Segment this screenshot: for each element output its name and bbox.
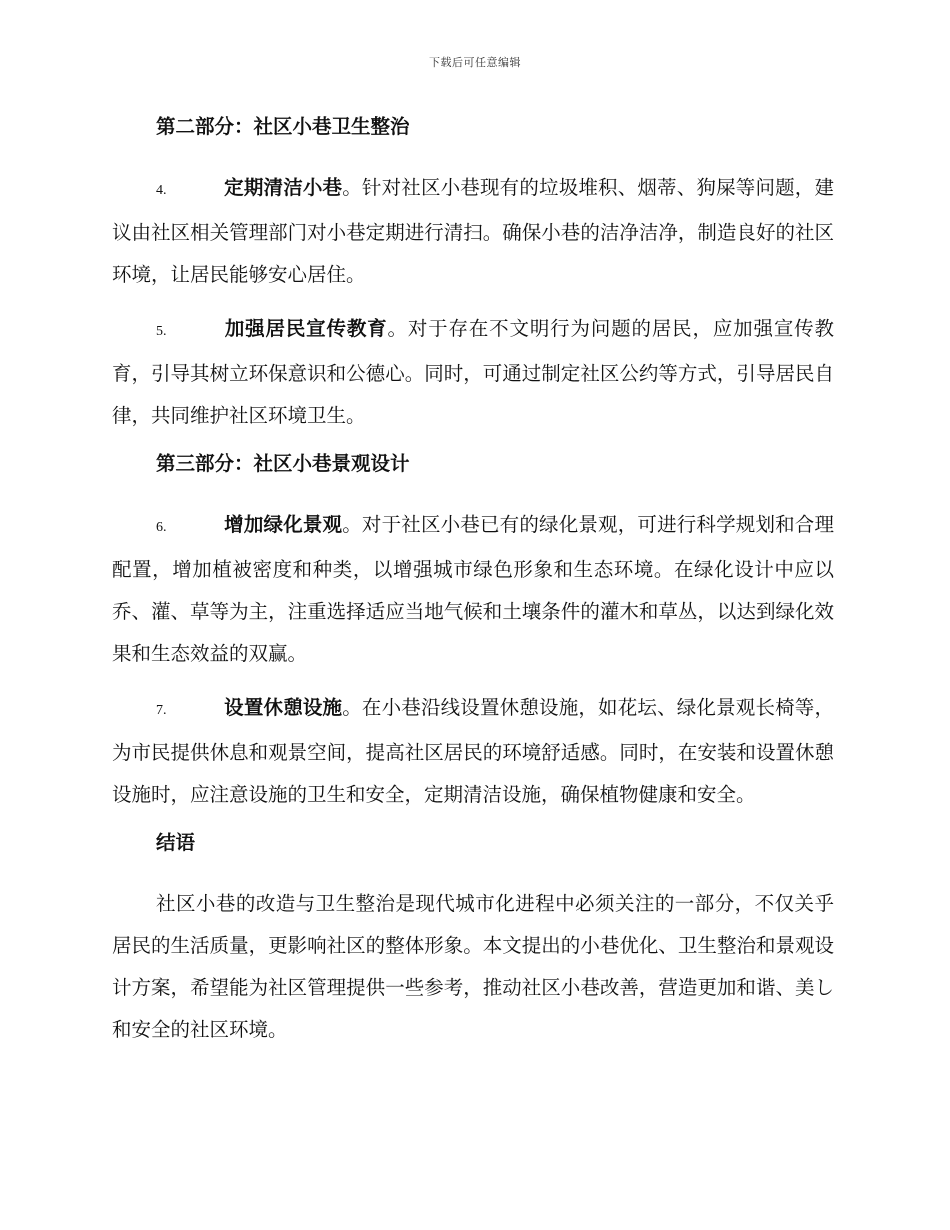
item-title: 设置休憩设施: [224, 696, 343, 719]
item-title: 定期清洁小巷: [224, 176, 343, 199]
section2-heading: 第二部分：社区小巷卫生整治: [156, 115, 410, 138]
item-title: 加强居民宣传教育: [224, 317, 388, 340]
item-body: 。针对社区小巷现有的垃圾堆积、烟蒂、狗屎等问题，建议由社区相关管理部门对小巷定期进行清扫。确保小巷的洁净洁净，制造良好的社区环境，让居民能够安心居住。: [112, 176, 834, 286]
item-body: 。对于存在不文明行为问题的居民，应加强宣传教育，引导其树立环保意识和公德心。同时，可通过制定社区公约等方式，引导居民自律，共同维护社区环境卫生。: [112, 317, 834, 427]
list-item-7: [112, 687, 834, 816]
item-number: 6.: [156, 520, 167, 535]
item-number: 4.: [156, 183, 167, 198]
item-body: 。对于社区小巷已有的绿化景观，可进行科学规划和合理配置，增加植被密度和种类，以增强城市绿色形象和生态环境。在绿化设计中应以乔、灌、草等为主，注重选择适应当地气候和土壤条件的灌木和草丛，以达到绿化效果和生态效益的双赢。: [112, 513, 834, 665]
item-body: 。在小巷沿线设置休憩设施，如花坛、绿化景观长椅等，为市民提供休息和观景空间，提高社区居民的环境舒适感。同时，在安装和设置休憩设施时，应注意设施的卫生和安全，定期清洁设施，确保植物健康和安全。: [112, 696, 834, 806]
conclusion-heading: 结语: [156, 831, 196, 854]
document-body: [112, 112, 834, 1063]
conclusion-paragraph: 社区小巷的改造与卫生整治是现代城市化进程中必须关注的一部分，不仅关乎居民的生活质量，更影响社区的整体形象。本文提出的小巷优化、卫生整治和景观设计方案，希望能为社区管理提供一些参考，推动社区小巷改善，营造更加和谐、美し和安全的社区环境。: [112, 892, 834, 1041]
list-item-6: [112, 504, 834, 675]
page-header: 下载后可任意编辑: [429, 56, 521, 69]
item-number: 5.: [156, 324, 167, 339]
list-item-5: [112, 308, 834, 437]
item-number: 7.: [156, 703, 167, 718]
list-item-4: [112, 167, 834, 296]
item-title: 增加绿化景观: [224, 513, 343, 536]
section3-heading: 第三部分：社区小巷景观设计: [156, 452, 410, 475]
